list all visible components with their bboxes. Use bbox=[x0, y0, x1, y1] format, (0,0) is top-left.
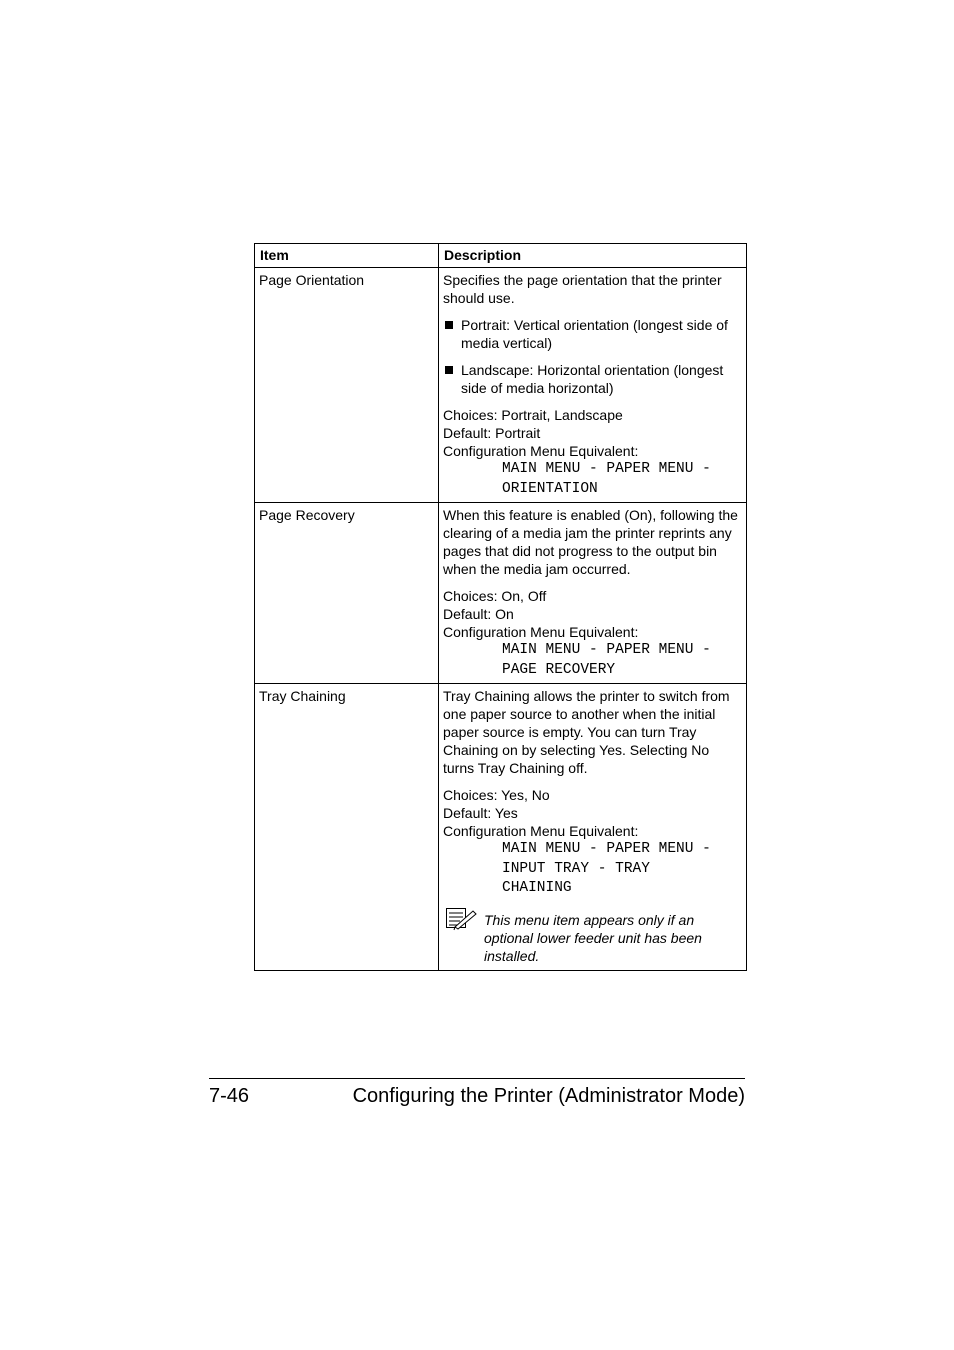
note-callout bbox=[443, 911, 742, 965]
page-number: 7-46 bbox=[209, 1085, 250, 1107]
column-header-item: Item bbox=[255, 244, 439, 268]
config-label: Configuration Menu Equivalent: bbox=[443, 443, 639, 459]
config-path-line: MAIN MENU - PAPER MENU - bbox=[502, 841, 711, 857]
note-text: This menu item appears only if an optional lower feeder unit has been installed. bbox=[484, 911, 702, 964]
description-cell bbox=[439, 503, 747, 684]
description-intro: Specifies the page orientation that the printer should use. bbox=[443, 272, 722, 306]
config-path-line: ORIENTATION bbox=[502, 480, 598, 497]
default-text: Default: Portrait bbox=[443, 425, 541, 441]
config-label: Configuration Menu Equivalent: bbox=[443, 624, 639, 640]
default-text: Default: Yes bbox=[443, 805, 518, 821]
bullet-item: Landscape: Horizontal orientation (longest side of media horizontal) bbox=[443, 361, 742, 397]
choices-text: Choices: Yes, No bbox=[443, 787, 550, 803]
config-path-line: INPUT TRAY - TRAY bbox=[502, 860, 650, 877]
table-row bbox=[255, 503, 747, 684]
column-header-description: Description bbox=[439, 244, 747, 268]
config-label: Configuration Menu Equivalent: bbox=[443, 823, 639, 839]
config-path-line: PAGE RECOVERY bbox=[502, 661, 616, 678]
bullet-square-icon bbox=[445, 366, 453, 374]
description-intro: When this feature is enabled (On), following the clearing of a media jam the printer reprints any pages that did not progress to the output bin when the media jam occurred. bbox=[443, 507, 738, 577]
table-header-row bbox=[255, 244, 747, 268]
note-pencil-icon bbox=[445, 907, 479, 931]
item-cell: Page Recovery bbox=[255, 503, 439, 684]
bullet-item: Portrait: Vertical orientation (longest side of media vertical) bbox=[443, 316, 742, 352]
description-intro: Tray Chaining allows the printer to switch from one paper source to another when the initial paper source is empty. You can turn Tray Chaining on by selecting Yes. Selecting No turns Tray Chaining off. bbox=[443, 688, 730, 776]
item-cell: Page Orientation bbox=[255, 268, 439, 503]
config-path-line: MAIN MENU - PAPER MENU - bbox=[502, 461, 711, 477]
description-cell bbox=[439, 268, 747, 503]
menu-settings-table bbox=[254, 243, 747, 971]
table-row bbox=[255, 268, 747, 503]
default-text: Default: On bbox=[443, 606, 514, 622]
bullet-square-icon bbox=[445, 321, 453, 329]
config-path-line: CHAINING bbox=[502, 880, 572, 896]
chapter-title: Configuring the Printer (Administrator Mode) bbox=[352, 1085, 745, 1107]
page-footer bbox=[209, 1078, 745, 1107]
config-path-line: MAIN MENU - PAPER MENU - bbox=[502, 642, 711, 658]
choices-text: Choices: On, Off bbox=[443, 588, 547, 604]
item-cell: Tray Chaining bbox=[255, 684, 439, 971]
description-cell bbox=[439, 684, 747, 971]
table-row bbox=[255, 684, 747, 971]
choices-text: Choices: Portrait, Landscape bbox=[443, 407, 623, 423]
